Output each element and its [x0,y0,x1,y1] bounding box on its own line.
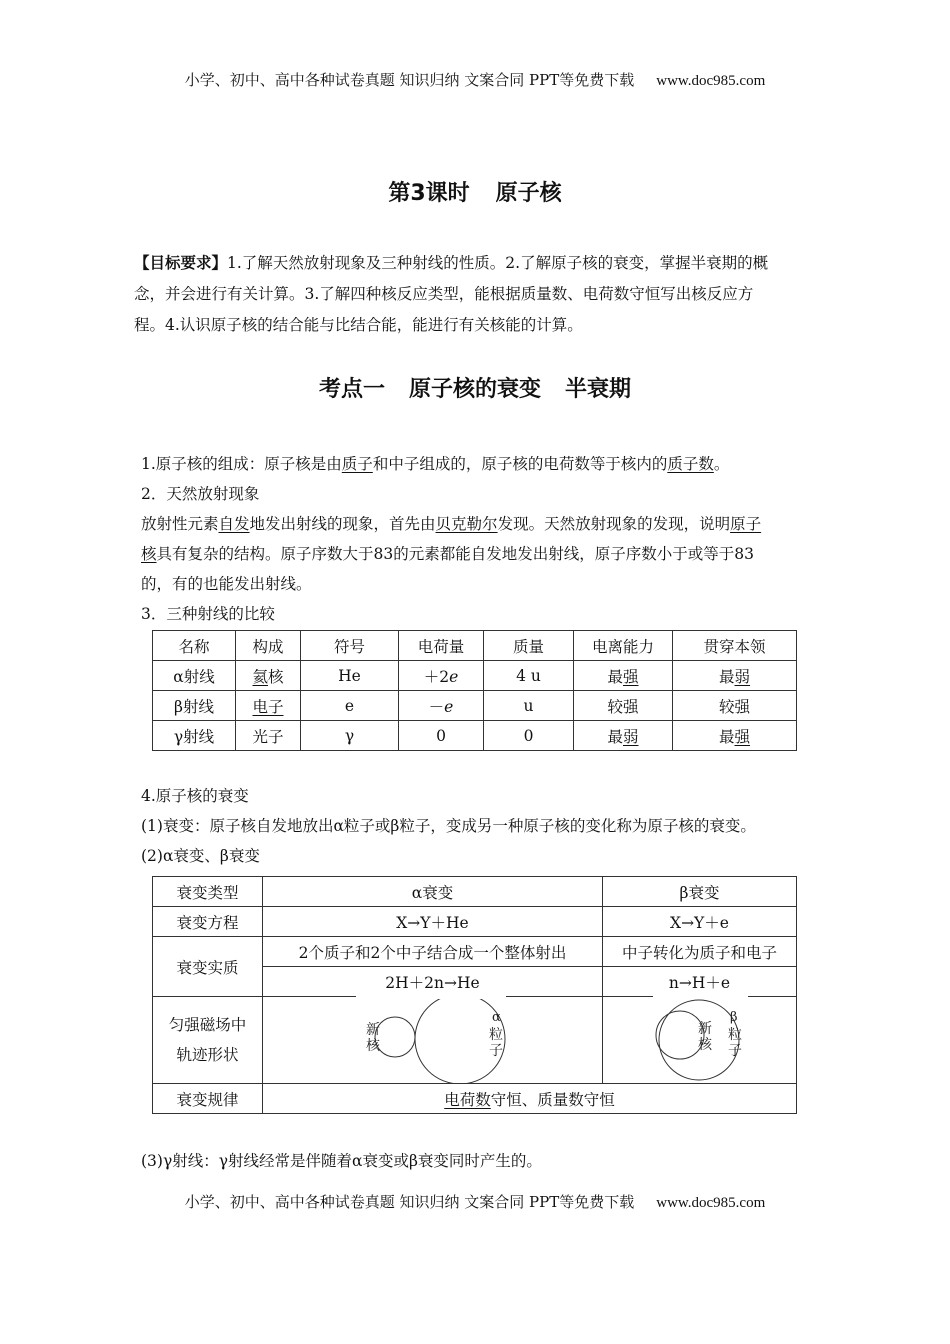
col-header-alpha: α衰变 [263,877,603,907]
section-heading [0,372,950,403]
content-block-3 [141,1146,813,1176]
svg-text:α: α [492,1010,501,1025]
beta-track-figure [603,997,797,1084]
blank-answer: 原子 [730,515,762,533]
footer-text: 小学、初中、高中各种试卷真题 知识归纳 文案合同 PPT等免费下载 [184,1193,635,1211]
para-radioactivity: 放射性元素自发地发出射线的现象，首先由贝克勒尔发现。天然放射现象的发现，说明原子 [141,515,762,533]
svg-text:粒: 粒 [728,1027,742,1043]
blank-answer: 质子 [341,455,373,473]
row-label: 衰变实质 [153,937,263,997]
para-decay-definition: (1)衰变：原子核自发地放出α粒子或β粒子，变成另一种原子核的变化称为原子核的衰变。 [141,817,756,835]
col-header: 名称 [153,631,236,661]
para-gamma-rays: (3)γ射线：γ射线经常是伴随着α衰变或β衰变同时产生的。 [141,1152,542,1170]
para-radioactivity-end: 的，有的也能发出射线。 [141,575,312,593]
blank-answer: 自发 [218,515,250,533]
cell-ionization: 最弱 [574,721,673,751]
content-block-1 [141,449,813,629]
cell-penetration: 较强 [673,691,797,721]
table-row [153,877,797,907]
row-label: 衰变方程 [153,907,263,937]
cell-symbol: e [301,691,399,721]
cell-composition: 电子 [236,691,301,721]
svg-text:新: 新 [366,1022,380,1038]
cell-mass: u [484,691,574,721]
goal-line-1: 1.了解天然放射现象及三种射线的性质。2.了解原子核的衰变，掌握半衰期的概 [227,254,769,272]
page-title [0,176,950,207]
heading-natural-radioactivity: 2．天然放射现象 [141,485,260,503]
col-header-beta: β衰变 [603,877,797,907]
alpha-track-diagram [263,997,602,1083]
page-header [0,69,950,90]
decay-comparison-table [152,876,797,1114]
goal-label: 【目标要求】 [134,254,228,272]
section-subtitle: 半衰期 [565,377,632,402]
table-row [153,721,797,751]
cell-alpha-essence: 2个质子和2个中子结合成一个整体射出 [263,937,603,967]
cell-mass: 0 [484,721,574,751]
col-header: 贯穿本领 [673,631,797,661]
header-url[interactable]: www.doc985.com [656,73,766,89]
cell-charge: －e [399,691,484,721]
cell-beta-essence: 中子转化为质子和电子 [603,937,797,967]
cell-penetration: 最强 [673,721,797,751]
cell-name: β射线 [153,691,236,721]
table-row [153,691,797,721]
cell-beta-equation: X→Y＋e [603,907,797,937]
rays-comparison-table [152,630,797,751]
row-label: 衰变类型 [153,877,263,907]
svg-text:子: 子 [728,1043,742,1059]
title-topic: 原子核 [495,181,562,206]
cell-composition: 氦核 [236,661,301,691]
heading-three-rays: 3．三种射线的比较 [141,605,275,623]
cell-beta-reaction: n→H＋e [603,967,797,997]
para-composition: 1.原子核的组成：原子核是由质子和中子组成的，原子核的电荷数等于核内的质子数。 [141,455,730,473]
content-block-2 [141,781,813,871]
cell-name: γ射线 [153,721,236,751]
cell-alpha-equation: X→Y＋He [263,907,603,937]
goal-requirements [134,248,816,341]
title-lesson: 第3课时 [388,181,470,206]
col-header: 构成 [236,631,301,661]
col-header: 电荷量 [399,631,484,661]
beta-track-diagram [603,997,796,1083]
heading-alpha-beta-decay: (2)α衰变、β衰变 [141,847,260,865]
page-footer [0,1191,950,1212]
table-row [153,907,797,937]
blank-answer: 贝克勒尔 [435,515,498,533]
svg-text:粒: 粒 [489,1027,503,1043]
blank-answer: 电荷数 [444,1090,491,1109]
alpha-track-figure [263,997,603,1084]
table-row [153,997,797,1084]
svg-text:核: 核 [698,1037,712,1053]
section-number: 考点一 [318,377,385,402]
blank-answer: 核 [141,545,157,563]
col-header: 质量 [484,631,574,661]
cell-symbol: He [301,661,399,691]
goal-line-3: 程。4.认识原子核的结合能与比结合能，能进行有关核能的计算。 [134,316,583,334]
svg-text:核: 核 [366,1038,380,1054]
heading-decay: 4.原子核的衰变 [141,787,249,805]
row-label: 匀强磁场中 轨迹形状 [153,997,263,1084]
cell-ionization: 最强 [574,661,673,691]
col-header: 符号 [301,631,399,661]
col-header: 电离能力 [574,631,673,661]
footer-url[interactable]: www.doc985.com [656,1195,766,1211]
cell-charge: ＋2e [399,661,484,691]
header-text: 小学、初中、高中各种试卷真题 知识归纳 文案合同 PPT等免费下载 [184,71,635,89]
cell-charge: 0 [399,721,484,751]
svg-text:子: 子 [489,1043,503,1059]
cell-mass: 4 u [484,661,574,691]
cell-name: α射线 [153,661,236,691]
section-title: 原子核的衰变 [408,377,541,402]
table-row [153,937,797,967]
table-row [153,661,797,691]
cell-symbol: γ [301,721,399,751]
svg-text:β: β [730,1010,738,1025]
cell-composition: 光子 [236,721,301,751]
cell-ionization: 较强 [574,691,673,721]
row-label: 衰变规律 [153,1084,263,1114]
table-row [153,1084,797,1114]
para-radioactivity-cont: 核具有复杂的结构。原子序数大于83的元素都能自发地发出射线，原子序数小于或等于83 [141,545,754,563]
cell-decay-law: 电荷数守恒、质量数守恒 [263,1084,797,1114]
cell-penetration: 最弱 [673,661,797,691]
svg-text:新: 新 [698,1021,712,1037]
table-header-row [153,631,797,661]
blank-answer: 质子数 [667,455,714,473]
goal-line-2: 念，并会进行有关计算。3.了解四种核反应类型，能根据质量数、电荷数守恒写出核反应方 [134,285,754,303]
cell-alpha-reaction: 2H＋2n→He [263,967,603,997]
